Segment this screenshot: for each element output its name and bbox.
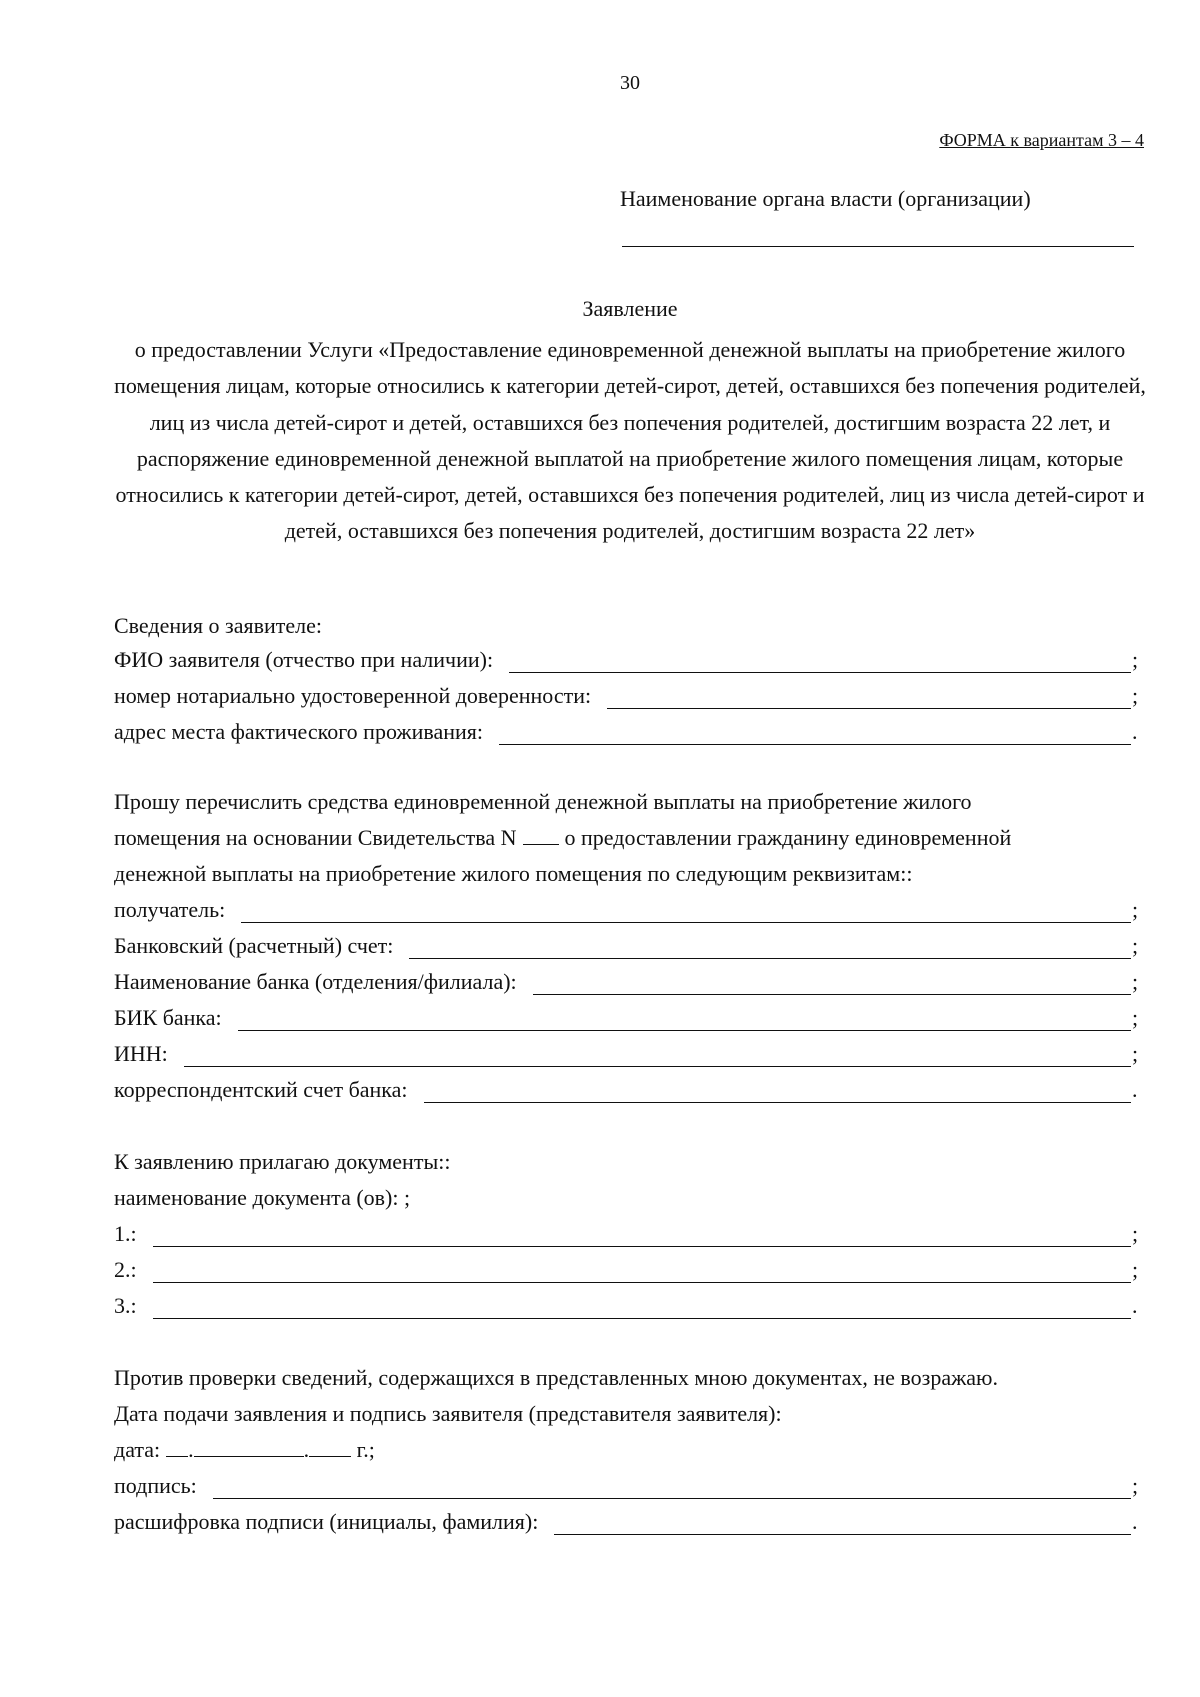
application-subtitle: о предоставлении Услуги «Предоставление единовременной денежной выплаты на приобретение жилого помещения лицам, которые относились к категории детей-сирот, детей, оставшихся без попечения родителей, лиц из числа детей-сирот и детей, оставшихся без попечения родителей, достигшим возраста 22 лет, и распоряжение единовременной денежной выплатой на приобретение жилого помещения лицам, которые относились к категории детей-сирот, детей, оставшихся без попечения родителей, лиц из числа детей-сирот и детей, оставшихся без попечения родителей, достигшим возраста 22 лет» <box>114 337 1146 544</box>
signature-input[interactable] <box>213 1476 1131 1499</box>
field-terminator: ; <box>1132 933 1139 958</box>
bank-account-row <box>114 933 1142 959</box>
recipient-input[interactable] <box>241 900 1131 923</box>
document-3-input[interactable] <box>153 1296 1131 1319</box>
bik-row <box>114 1005 1142 1031</box>
field-label: корреспондентский счет банка: <box>114 1077 408 1102</box>
inn-row <box>114 1041 1142 1067</box>
field-terminator: ; <box>1132 647 1139 672</box>
date-label: дата: <box>114 1437 161 1462</box>
address-row <box>114 719 1142 745</box>
address-input[interactable] <box>499 722 1131 745</box>
application-title: Заявление <box>582 296 678 321</box>
power-of-attorney-row <box>114 683 1142 709</box>
document-1-row <box>114 1221 1142 1247</box>
bik-input[interactable] <box>238 1008 1131 1031</box>
field-label: БИК банка: <box>114 1005 222 1030</box>
field-terminator: . <box>1132 1293 1138 1318</box>
date-separator: . <box>188 1437 194 1462</box>
field-terminator: ; <box>1132 1041 1139 1066</box>
date-signature-heading: Дата подачи заявления и подпись заявителя (представителя заявителя): <box>114 1401 782 1426</box>
consent-text: Против проверки сведений, содержащихся в представленных мною документах, не возражаю. <box>114 1365 998 1390</box>
field-label: ИНН: <box>114 1041 168 1066</box>
field-label: адрес места фактического проживания: <box>114 719 484 744</box>
date-year-input[interactable] <box>309 1438 351 1457</box>
date-row <box>114 1437 375 1463</box>
power-of-attorney-input[interactable] <box>607 686 1131 709</box>
form-reference: ФОРМА к вариантам 3 – 4 <box>939 130 1144 150</box>
certificate-number-input[interactable] <box>523 826 559 845</box>
transfer-text-line-1: Прошу перечислить средства единовременной денежной выплаты на приобретение жилого <box>114 789 972 814</box>
field-label: расшифровка подписи (инициалы, фамилия): <box>114 1509 539 1534</box>
date-separator: . <box>303 1437 310 1462</box>
transfer-text-after: о предоставлении гражданину единовременной <box>564 825 1012 850</box>
field-label: ФИО заявителя (отчество при наличии): <box>114 647 494 672</box>
field-label: Банковский (расчетный) счет: <box>114 933 394 958</box>
document-3-row <box>114 1293 1142 1319</box>
corr-account-row <box>114 1077 1142 1103</box>
field-terminator: ; <box>1132 897 1139 922</box>
field-terminator: . <box>1132 719 1138 744</box>
field-label: 1.: <box>114 1221 137 1246</box>
recipient-row <box>114 897 1142 923</box>
bank-name-row <box>114 969 1142 995</box>
field-label: 2.: <box>114 1257 137 1282</box>
inn-input[interactable] <box>184 1044 1131 1067</box>
documents-subheading: наименование документа (ов): ; <box>114 1185 411 1210</box>
transfer-text-before: помещения на основании Свидетельства N <box>114 825 517 850</box>
documents-heading: К заявлению прилагаю документы:: <box>114 1149 451 1174</box>
date-day-input[interactable] <box>166 1438 188 1457</box>
date-suffix: г.; <box>356 1437 375 1462</box>
field-terminator: ; <box>1132 683 1139 708</box>
applicant-fio-row <box>114 647 1142 673</box>
authority-title: Наименование органа власти (организации) <box>620 186 1031 211</box>
signature-decoding-input[interactable] <box>554 1512 1131 1535</box>
field-terminator: ; <box>1132 1221 1139 1246</box>
document-2-input[interactable] <box>153 1260 1131 1283</box>
field-label: Наименование банка (отделения/филиала): <box>114 969 517 994</box>
field-label: номер нотариально удостоверенной доверенности: <box>114 683 592 708</box>
corr-account-input[interactable] <box>424 1080 1131 1103</box>
transfer-text-line-3: денежной выплаты на приобретение жилого помещения по следующим реквизитам:: <box>114 861 913 886</box>
transfer-text-line-2 <box>114 825 1011 851</box>
applicant-heading: Сведения о заявителе: <box>114 613 323 638</box>
bank-name-input[interactable] <box>533 972 1131 995</box>
authority-name-field[interactable] <box>622 246 1134 247</box>
document-2-row <box>114 1257 1142 1283</box>
field-label: 3.: <box>114 1293 137 1318</box>
field-terminator: . <box>1132 1509 1138 1534</box>
field-label: получатель: <box>114 897 226 922</box>
signature-decoding-row <box>114 1509 1142 1535</box>
bank-account-input[interactable] <box>409 936 1131 959</box>
field-terminator: . <box>1132 1077 1138 1102</box>
applicant-fio-input[interactable] <box>509 650 1131 673</box>
date-month-input[interactable] <box>194 1438 304 1457</box>
field-label: подпись: <box>114 1473 197 1498</box>
page-number: 30 <box>620 72 640 94</box>
field-terminator: ; <box>1132 1005 1139 1030</box>
document-1-input[interactable] <box>153 1224 1131 1247</box>
field-terminator: ; <box>1132 969 1139 994</box>
field-terminator: ; <box>1132 1257 1139 1282</box>
signature-row <box>114 1473 1142 1499</box>
field-terminator: ; <box>1132 1473 1139 1498</box>
